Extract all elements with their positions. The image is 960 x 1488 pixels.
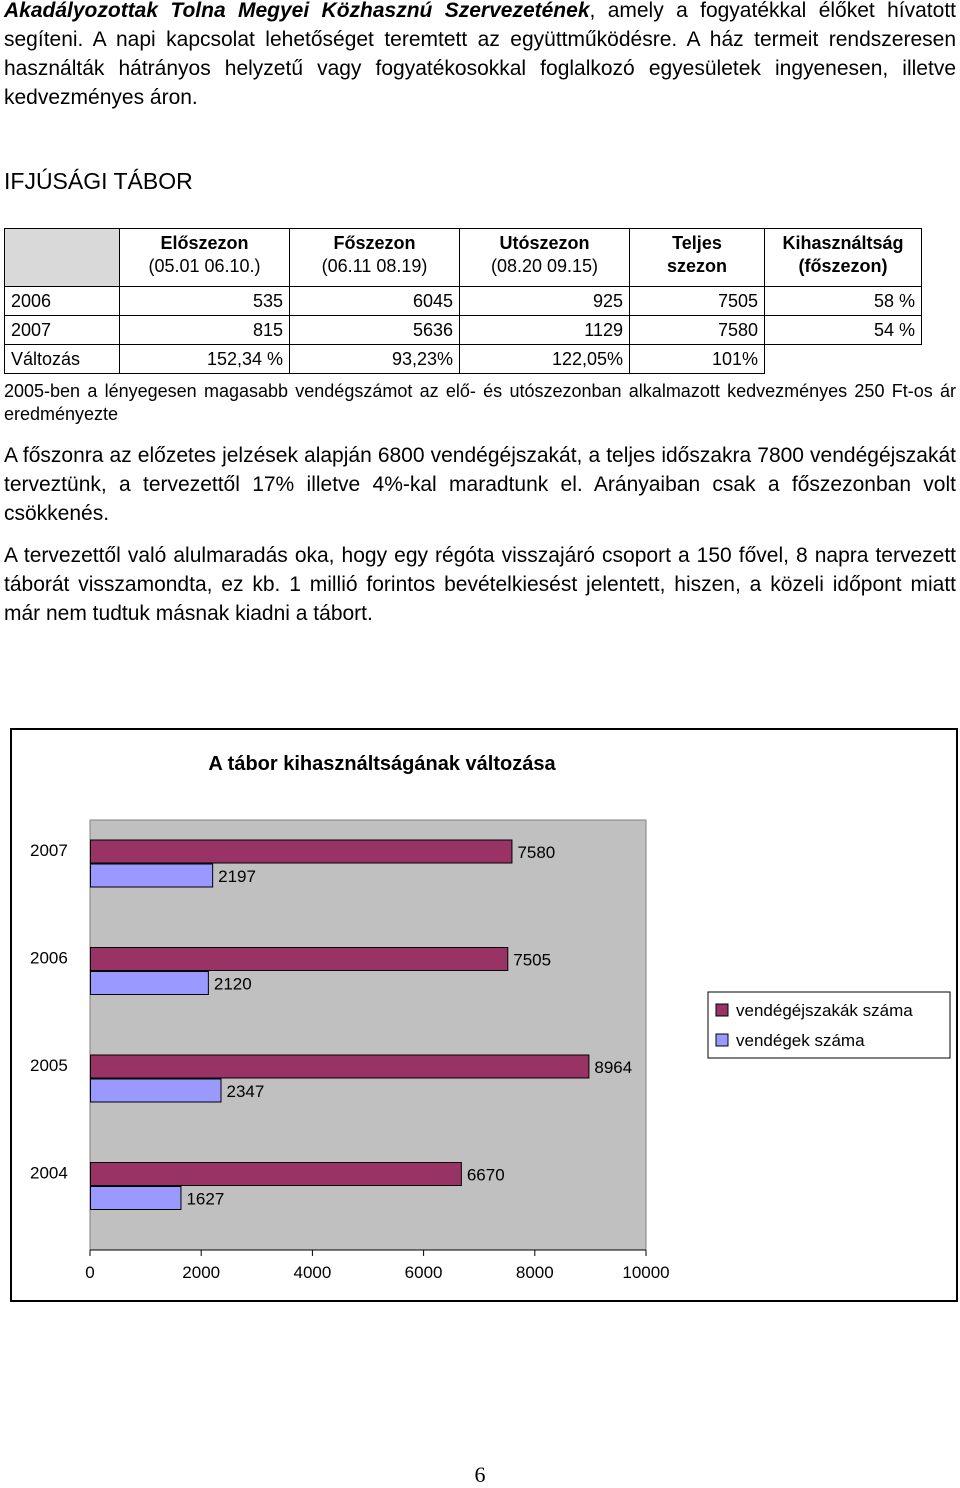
category-label: 2005 <box>30 1056 68 1075</box>
stats-table <box>4 228 922 374</box>
bar-chart <box>12 730 956 1300</box>
bar <box>91 864 213 887</box>
table-row <box>5 316 922 345</box>
bar <box>91 1079 221 1102</box>
bar <box>91 972 209 995</box>
data-label: 6670 <box>466 1165 505 1185</box>
data-label: 2120 <box>213 974 252 994</box>
row-label: 2006 <box>5 287 120 316</box>
table-row <box>5 345 922 374</box>
x-tick-label: 8000 <box>515 1263 554 1282</box>
data-label: 1627 <box>186 1189 225 1209</box>
bar <box>91 1163 462 1186</box>
table-note: 2005-ben a lényegesen magasabb vendégszámot az elő- és utószezonban alkalmazott kedvezményes 250 Ft-os ár eredményezte <box>4 381 956 424</box>
x-tick-label: 2000 <box>182 1263 221 1282</box>
page-number: 6 <box>474 1462 486 1487</box>
legend-swatch <box>716 1004 728 1016</box>
table-cell: 815 <box>120 316 290 345</box>
data-label: 8964 <box>594 1058 633 1077</box>
row-label: Változás <box>5 345 120 374</box>
legend-label: vendégéjszakák száma <box>736 1001 913 1020</box>
table-cell: 6045 <box>290 287 460 316</box>
table-corner-cell <box>5 229 120 287</box>
column-header: Főszezon (06.11 08.19) <box>290 229 460 287</box>
bar <box>91 1187 181 1210</box>
organization-name: Akadályozottak Tolna Megyei Közhasznú Szervezetének <box>4 0 590 22</box>
intro-paragraph <box>4 0 956 112</box>
table-cell: 925 <box>460 287 630 316</box>
bar <box>91 948 508 971</box>
data-label: 2197 <box>218 867 256 886</box>
column-header: Előszezon (05.01 06.10.) <box>120 229 290 287</box>
category-label: 2007 <box>30 841 68 860</box>
x-tick-label: 10000 <box>622 1263 670 1282</box>
table-cell: 101% <box>630 345 765 374</box>
column-header: Kihasználtság (főszezon) <box>765 229 922 287</box>
legend-label: vendégek száma <box>736 1031 865 1050</box>
table-cell: 1129 <box>460 316 630 345</box>
table-cell <box>765 345 922 374</box>
table-cell: 54 % <box>765 316 922 345</box>
table-cell: 5636 <box>290 316 460 345</box>
x-tick-label: 0 <box>85 1263 95 1282</box>
category-label: 2006 <box>30 948 68 968</box>
bar <box>91 840 512 863</box>
data-label: 2347 <box>226 1082 265 1101</box>
row-label: 2007 <box>5 316 120 345</box>
legend-swatch <box>716 1034 728 1046</box>
x-tick-label: 4000 <box>293 1263 332 1282</box>
body-paragraph: A főszonra az előzetes jelzések alapján 6800 vendégéjszakát, a teljes időszakra 7800 vendégéjszakát terveztünk, a tervezettől 17% illetve 4%-kal maradtunk el. Arányaiban csak a főszezonban volt csökkenés. <box>4 444 956 525</box>
data-label: 7580 <box>517 843 556 862</box>
column-header: Utószezon (08.20 09.15) <box>460 229 630 287</box>
table-cell: 122,05% <box>460 345 630 374</box>
table-cell: 7505 <box>630 287 765 316</box>
table-cell: 93,23% <box>290 345 460 374</box>
chart-title: A tábor kihasználtságának változása <box>208 753 556 775</box>
bar <box>91 1055 589 1078</box>
table-cell: 58 % <box>765 287 922 316</box>
data-label: 7505 <box>513 950 552 970</box>
table-cell: 7580 <box>630 316 765 345</box>
table-header-row <box>5 229 922 287</box>
chart-frame <box>10 728 958 1302</box>
category-label: 2004 <box>30 1163 68 1183</box>
x-tick-label: 6000 <box>404 1263 443 1282</box>
table-cell: 152,34 % <box>120 345 290 374</box>
intro-text: , amely a fogyatékkal élőket hívatott segíteni. A napi kapcsolat lehetőséget teremtett az együttműködésre. A ház termeit rendszeresen használták hátrányos helyzetű vagy fogyatékosokkal foglalkozó egyesületek ingyenesen, illetve kedvezményes áron. <box>4 0 956 109</box>
section-heading: IFJÚSÁGI TÁBOR <box>4 168 193 194</box>
body-paragraph: A tervezettől való alulmaradás oka, hogy egy régóta visszajáró csoport a 150 fővel, 8 napra tervezett táborát visszamondta, ez kb. 1 millió forintos bevételkiesést jelentett, hiszen, a közeli időpont miatt már nem tudtuk másnak kiadni a tábort. <box>4 544 956 625</box>
table-cell: 535 <box>120 287 290 316</box>
table-row <box>5 287 922 316</box>
column-header: Teljes szezon <box>630 229 765 287</box>
